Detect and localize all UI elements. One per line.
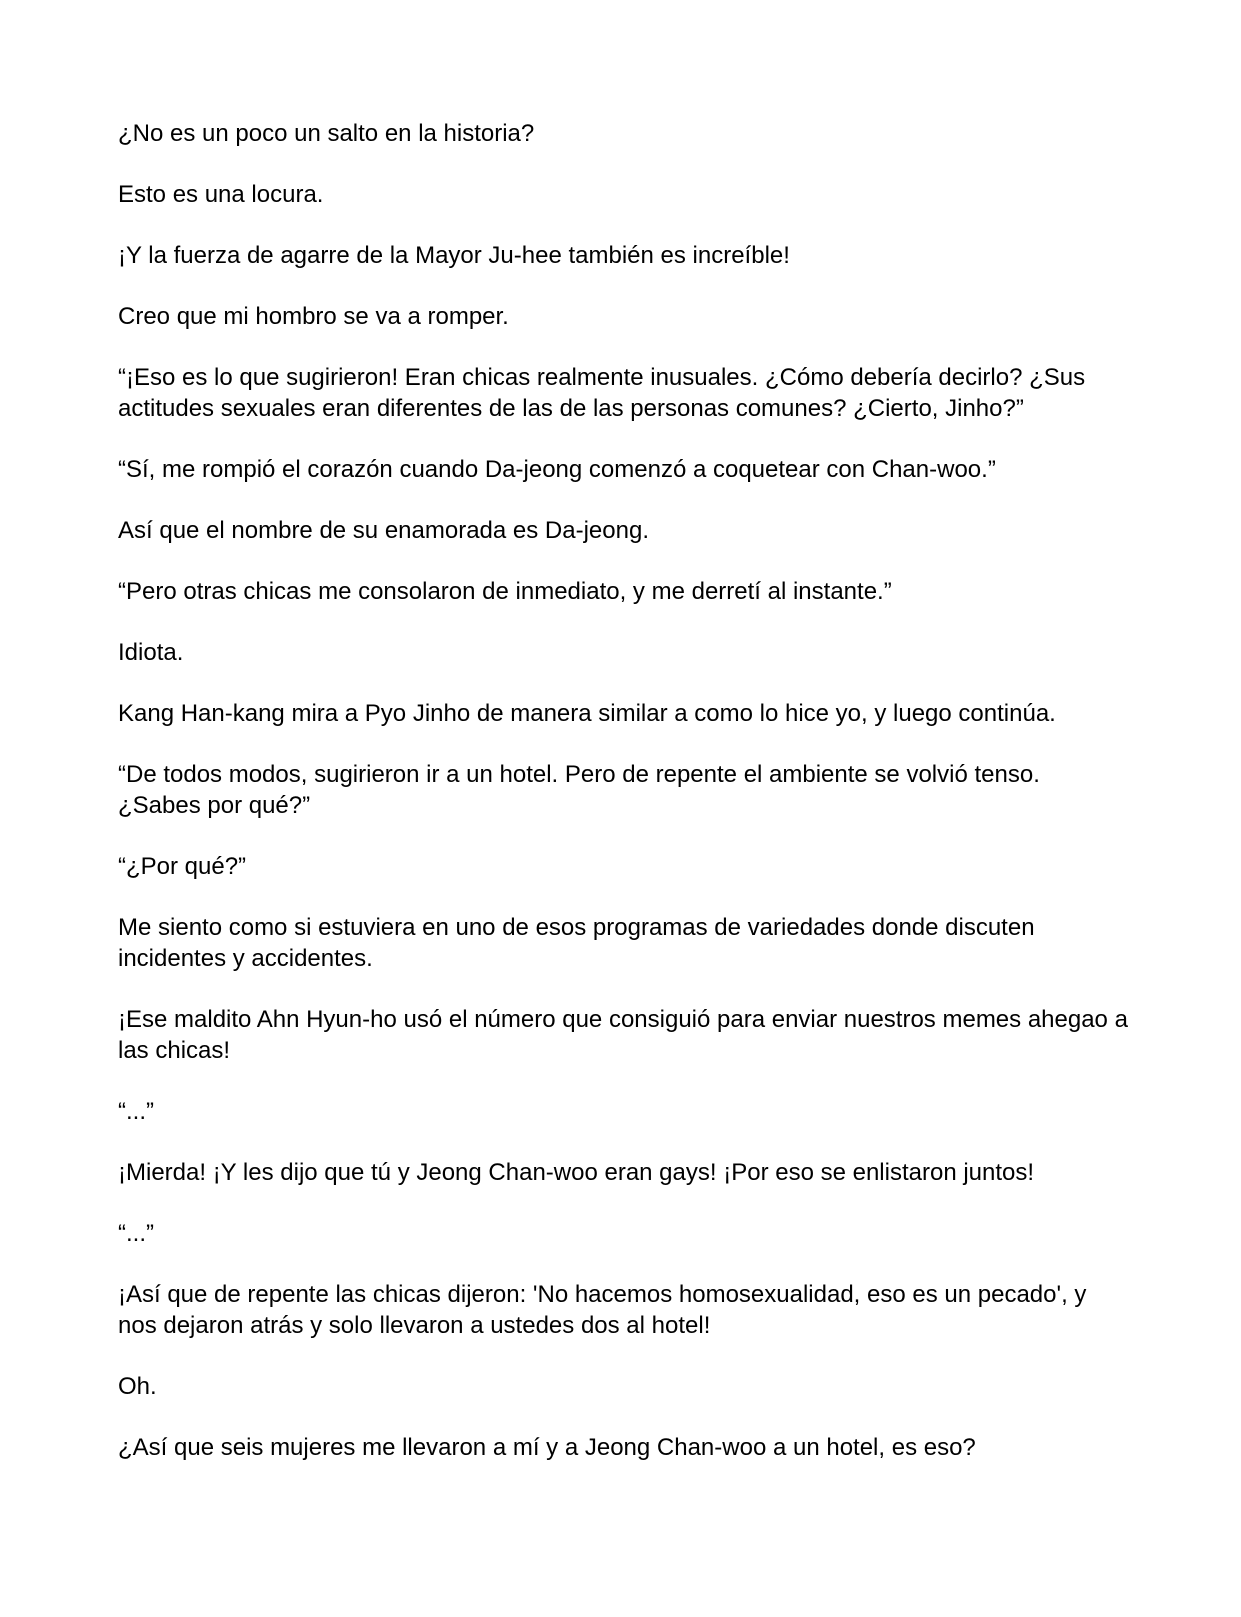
paragraph: Oh. — [118, 1373, 157, 1400]
paragraph: “Pero otras chicas me consolaron de inmediato, y me derretí al instante.” — [118, 578, 892, 605]
paragraph: Así que el nombre de su enamorada es Da-jeong. — [118, 517, 649, 544]
paragraph: “¿Por qué?” — [118, 853, 247, 880]
paragraph: ¡Ese maldito Ahn Hyun-ho usó el número que consiguió para enviar nuestros memes ahegao a las chicas! — [118, 1006, 1128, 1064]
paragraph: Kang Han-kang mira a Pyo Jinho de manera similar a como lo hice yo, y luego continúa. — [118, 700, 1056, 727]
paragraph: ¡Y la fuerza de agarre de la Mayor Ju-hee también es increíble! — [118, 242, 790, 269]
paragraph: ¿No es un poco un salto en la historia? — [118, 120, 535, 147]
paragraph: ¡Así que de repente las chicas dijeron: 'No hacemos homosexualidad, eso es un pecado', y nos dejaron atrás y solo llevaron a ustedes dos al hotel! — [118, 1281, 1087, 1339]
paragraph: “¡Eso es lo que sugirieron! Eran chicas realmente inusuales. ¿Cómo debería decirlo? ¿Sus actitudes sexuales eran diferentes de las de las personas comunes? ¿Cierto, Jinho?” — [118, 364, 1086, 422]
paragraph: Creo que mi hombro se va a romper. — [118, 303, 509, 330]
paragraph: Me siento como si estuviera en uno de esos programas de variedades donde discuten incidentes y accidentes. — [118, 914, 1035, 972]
paragraph: “De todos modos, sugirieron ir a un hotel. Pero de repente el ambiente se volvió tenso. ¿Sabes por qué?” — [118, 761, 1040, 819]
paragraph: Idiota. — [118, 639, 184, 666]
paragraph: Esto es una locura. — [118, 181, 324, 208]
paragraph: ¡Mierda! ¡Y les dijo que tú y Jeong Chan-woo eran gays! ¡Por eso se enlistaron juntos! — [118, 1159, 1035, 1186]
paragraph: “Sí, me rompió el corazón cuando Da-jeong comenzó a coquetear con Chan-woo.” — [118, 456, 996, 483]
paragraph: “...” — [118, 1220, 154, 1247]
paragraph: ¿Así que seis mujeres me llevaron a mí y a Jeong Chan-woo a un hotel, es eso? — [118, 1434, 976, 1461]
document-body — [118, 118, 1128, 1493]
paragraph: “...” — [118, 1098, 154, 1125]
